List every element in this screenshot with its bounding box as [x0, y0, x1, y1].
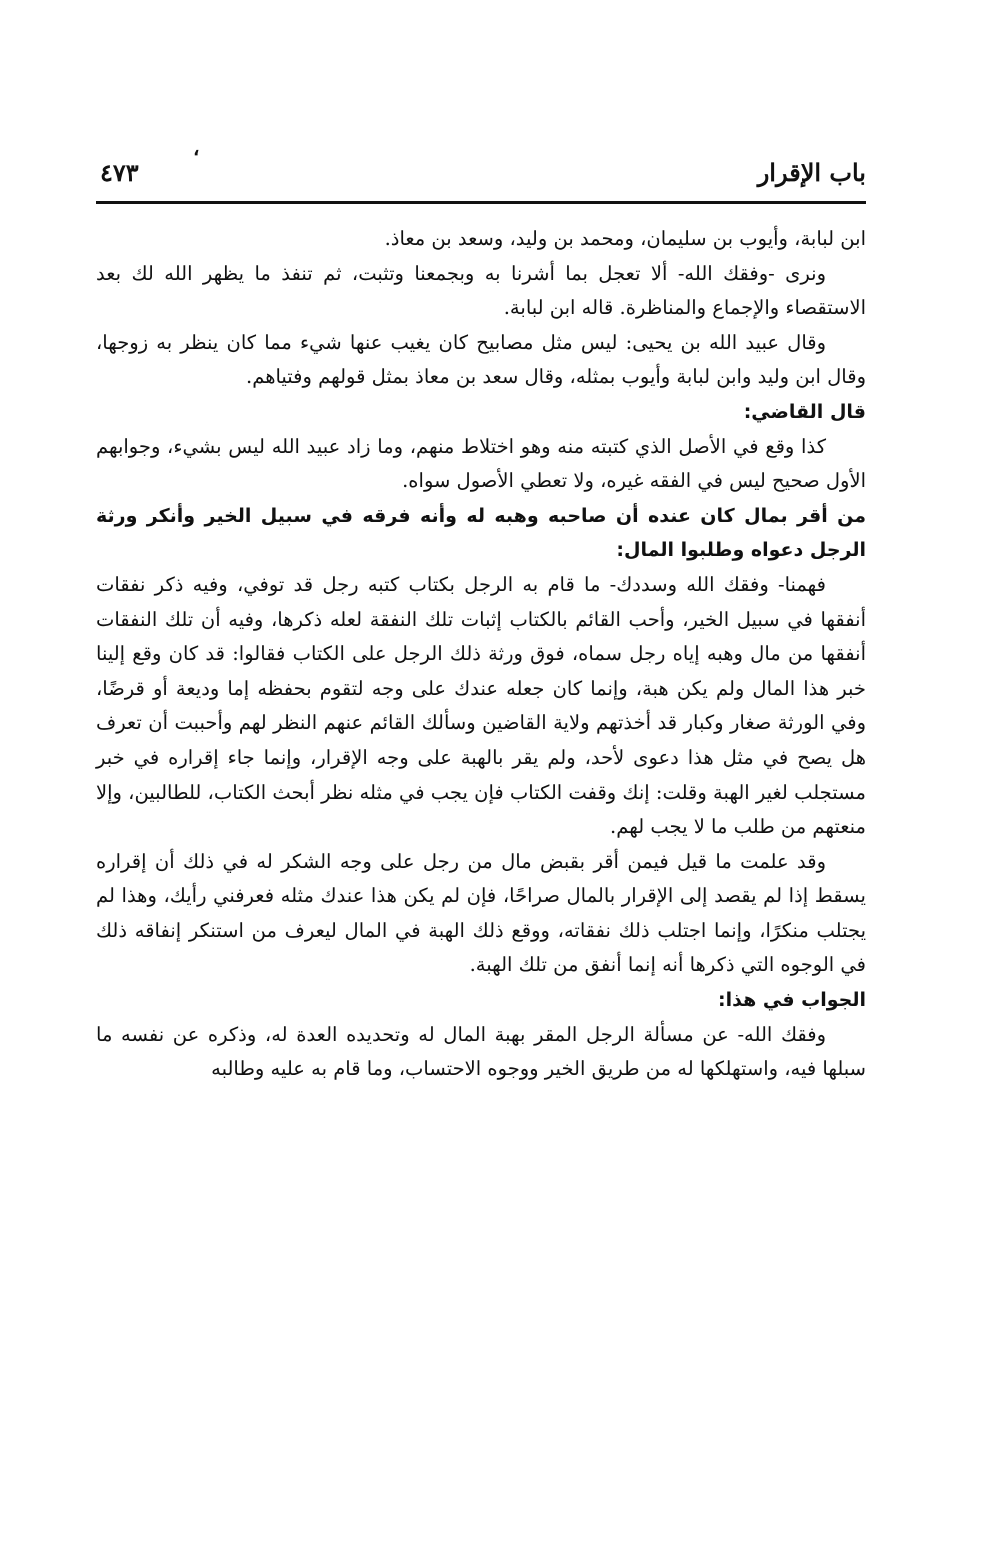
paragraph-6: وقد علمت ما قيل فيمن أقر بقبض مال من رجل على وجه الشكر له في ذلك أن إقراره يسقط إذا لم يقصد إلى الإقرار بالمال صراحًا، فإن لم يكن هذا عندك مثله فعرفني رأيك، وهذا لم يجتلب منكرًا، وإنما اجتلب ذلك نفقاته، ووقع ذلك الهبة في المال ليعرف من استنكر إنفاقه ذلك في الوجوه التي ذكرها أنه إنما أنفق من تلك الهبة. — [96, 849, 866, 977]
paragraph-4: كذا وقع في الأصل الذي كتبته منه وهو اختلاط منهم، وما زاد عبيد الله ليس بشيء، وجوابهم الأول صحيح ليس في الفقه غيره، ولا تعطي الأصول سواه. — [96, 434, 866, 493]
header-rule — [96, 201, 866, 204]
paragraph-7: وفقك الله- عن مسألة الرجل المقر بهبة المال له وتحديده العدة له، وذكره عن نفسه ما سبلها فيه، واستهلكها له من طريق الخير ووجوه الاحتساب، وما قام به عليه وطالبه — [96, 1022, 866, 1081]
section-heading-claim: من أقر بمال كان عنده أن صاحبه وهبه له وأنه فرقه في سبيل الخير وأنكر ورثة الرجل دعواه وطلبوا المال: — [96, 504, 866, 562]
page-header — [96, 152, 866, 196]
paragraph-3: وقال عبيد الله بن يحيى: ليس مثل مصابيح كان يغيب عنها شيء مما كان ينظر به زوجها، وقال ابن وليد وابن لبابة وأيوب بمثله، وقال سعد بن معاذ بمثل قولهم وفتياهم. — [96, 330, 866, 389]
margin-mark: ، — [193, 136, 200, 160]
section-heading-judge: قال القاضي: — [743, 400, 866, 423]
paragraph-5: فهمنا- وفقك الله وسددك- ما قام به الرجل بكتاب كتبه رجل قد توفي، وفيه ذكر نفقات أنفقها في سبيل الخير، وأحب القائم بالكتاب إثبات تلك النفقة لعله ذكرها، وفيه أن تلك النفقات أنفقها من مال وهبه إياه رجل سماه، فوق ورثة ذلك الرجل على الكتاب فقالوا: قد كان وقع إلينا خبر هذا المال ولم يكن هبة، وإنما كان جعله عندك على وجه لتقوم بحفظه إما وديعة أو قرضًا، وفي الورثة صغار وكبار قد أخذتهم ولاية القاضين وسألك القائم عنهم النظر لهم وأحببت أن تعرف هل يصح في مثل هذا دعوى لأحد، ولم يقر بالهبة على وجه الإقرار، وإنما جاء إقراره في خبر مستجلب لغير الهبة وقلت: إنك وقفت الكتاب فإن يجب في مثله نظر أبحث الكتاب، للطالبين، وإلا منعتهم من طلب ما لا يجب لهم. — [96, 572, 866, 839]
body-text — [96, 222, 866, 1087]
chapter-title: باب الإقرار — [757, 158, 866, 187]
paragraph-1: ابن لبابة، وأيوب بن سليمان، ومحمد بن وليد، وسعد بن معاذ. — [384, 227, 866, 250]
section-heading-answer: الجواب في هذا: — [717, 989, 866, 1012]
page-number: ٤٧٣ — [100, 158, 139, 187]
paragraph-2: ونرى -وفقك الله- ألا تعجل بما أشرنا به وبجمعنا وتثبت، ثم تنفذ ما يظهر الله لك بعد الاستقصاء والإجماع والمناظرة. قاله ابن لبابة. — [96, 261, 866, 320]
